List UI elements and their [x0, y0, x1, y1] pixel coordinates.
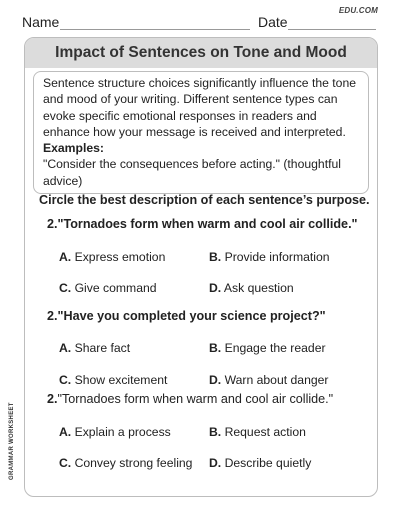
option-text: Warn about danger [224, 373, 329, 387]
option-text: Explain a process [74, 425, 171, 439]
option-c[interactable] [59, 281, 157, 295]
question-text: "Tornadoes form when warm and cool air collide." [57, 392, 334, 406]
option-c[interactable] [59, 456, 192, 470]
option-text: Ask question [223, 281, 294, 295]
option-text: Express emotion [74, 250, 166, 264]
option-letter: A. [59, 425, 72, 439]
option-d[interactable] [209, 456, 311, 470]
option-a[interactable] [59, 425, 171, 439]
option-text: Convey strong feeling [74, 456, 193, 470]
option-text: Give command [74, 281, 157, 295]
option-letter: A. [59, 250, 72, 264]
option-b[interactable] [209, 341, 326, 355]
option-d[interactable] [209, 281, 294, 295]
option-text: Engage the reader [224, 341, 326, 355]
question-1 [47, 217, 358, 231]
option-letter: C. [59, 456, 72, 470]
question-number: 2. [47, 309, 58, 323]
side-label: GRAMMAR WORKSHEET [9, 402, 15, 480]
examples-label: Examples: [43, 141, 104, 156]
name-label: Name [22, 14, 60, 30]
worksheet-frame [24, 37, 378, 497]
option-letter: C. [59, 281, 72, 295]
example-text: "Consider the consequences before acting." (thoughtful advice) [43, 157, 341, 188]
question-2 [47, 309, 326, 323]
worksheet-header [0, 0, 400, 36]
option-d[interactable] [209, 373, 328, 387]
option-text: Request action [224, 425, 306, 439]
name-line[interactable] [60, 29, 250, 30]
brand-logo: EDU.COM [338, 6, 378, 15]
page-title: Impact of Sentences on Tone and Mood [55, 44, 347, 61]
option-text: Share fact [74, 341, 131, 355]
question-text: "Have you completed your science project?" [57, 309, 326, 323]
instruction: Circle the best description of each sentence’s purpose. [39, 193, 370, 207]
option-a[interactable] [59, 341, 130, 355]
option-text: Describe quietly [224, 456, 312, 470]
option-letter: D. [209, 456, 222, 470]
option-letter: D. [209, 281, 222, 295]
date-line[interactable] [288, 29, 376, 30]
option-letter: B. [209, 250, 222, 264]
option-text: Provide information [224, 250, 330, 264]
option-text: Show excitement [74, 373, 168, 387]
option-c[interactable] [59, 373, 167, 387]
date-label: Date [258, 14, 288, 30]
option-letter: C. [59, 373, 72, 387]
option-letter: B. [209, 341, 222, 355]
intro-box [33, 71, 369, 194]
question-3 [47, 392, 333, 406]
option-letter: B. [209, 425, 222, 439]
question-text: "Tornadoes form when warm and cool air collide." [57, 217, 358, 231]
option-b[interactable] [209, 250, 330, 264]
question-number: 2. [47, 217, 58, 231]
option-a[interactable] [59, 250, 165, 264]
intro-text: Sentence structure choices significantly influence the tone and mood of your writing. Different sentence types can evoke specific emotional responses in readers and enhance how your message is received and interpreted. [43, 76, 356, 139]
option-b[interactable] [209, 425, 306, 439]
option-letter: D. [209, 373, 222, 387]
question-number: 2. [47, 392, 58, 406]
title-bar [25, 38, 377, 68]
option-letter: A. [59, 341, 72, 355]
